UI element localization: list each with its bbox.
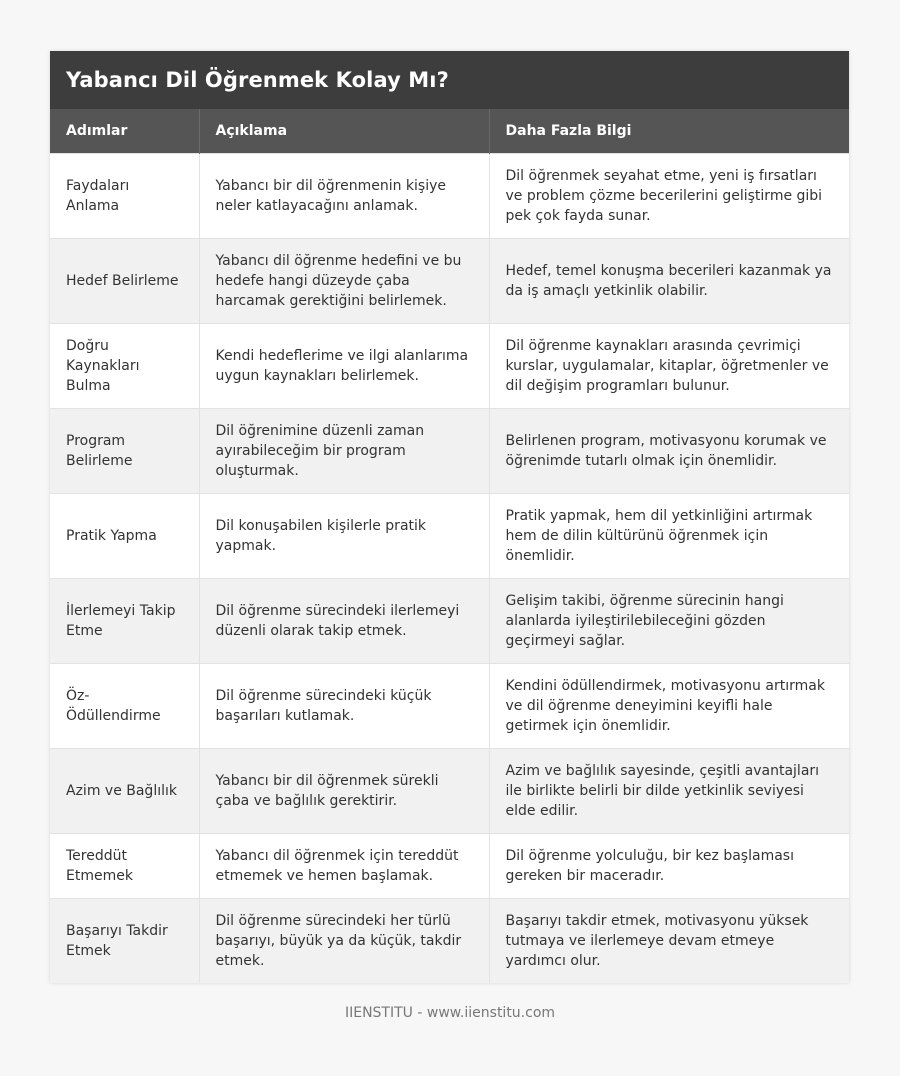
cell-more-info: Dil öğrenmek seyahat etme, yeni iş fırsatları ve problem çözme becerilerini geliştirme gibi pek çok fayda sunar. <box>489 153 849 238</box>
table-row <box>50 323 849 408</box>
cell-more-info: Başarıyı takdir etmek, motivasyonu yüksek tutmaya ve ilerlemeye devam etmeye yardımcı olur. <box>489 898 849 983</box>
cell-description: Dil öğrenme sürecindeki ilerlemeyi düzenli olarak takip etmek. <box>199 578 489 663</box>
cell-step: Hedef Belirleme <box>50 238 199 323</box>
cell-more-info: Dil öğrenme yolculuğu, bir kez başlaması gereken bir maceradır. <box>489 833 849 898</box>
table-header-row <box>50 109 849 153</box>
cell-more-info: Pratik yapmak, hem dil yetkinliğini artırmak hem de dilin kültürünü öğrenmek için önemlidir. <box>489 493 849 578</box>
cell-more-info: Gelişim takibi, öğrenme sürecinin hangi alanlarda iyileştirilebileceğini gözden geçirmeyi sağlar. <box>489 578 849 663</box>
cell-description: Dil konuşabilen kişilerle pratik yapmak. <box>199 493 489 578</box>
table-card <box>50 51 849 983</box>
cell-description: Yabancı dil öğrenmek için tereddüt etmemek ve hemen başlamak. <box>199 833 489 898</box>
cell-more-info: Dil öğrenme kaynakları arasında çevrimiçi kurslar, uygulamalar, kitaplar, öğretmenler ve dil değişim programları bulunur. <box>489 323 849 408</box>
header-description: Açıklama <box>199 109 489 153</box>
table-row <box>50 663 849 748</box>
table-title: Yabancı Dil Öğrenmek Kolay Mı? <box>50 51 849 109</box>
cell-step: Doğru Kaynakları Bulma <box>50 323 199 408</box>
cell-description: Dil öğrenme sürecindeki her türlü başarıyı, büyük ya da küçük, takdir etmek. <box>199 898 489 983</box>
table-row <box>50 493 849 578</box>
cell-step: Öz-Ödüllendirme <box>50 663 199 748</box>
cell-step: Başarıyı Takdir Etmek <box>50 898 199 983</box>
header-more-info: Daha Fazla Bilgi <box>505 122 632 139</box>
cell-more-info: Belirlenen program, motivasyonu korumak ve öğrenimde tutarlı olmak için önemlidir. <box>489 408 849 493</box>
cell-step: Tereddüt Etmemek <box>50 833 199 898</box>
footer-credit: IIENSTITU - www.iienstitu.com <box>344 1005 556 1021</box>
cell-description: Kendi hedeflerime ve ilgi alanlarıma uygun kaynakları belirlemek. <box>199 323 489 408</box>
table-row <box>50 833 849 898</box>
cell-step: Faydaları Anlama <box>50 153 199 238</box>
table-row <box>50 408 849 493</box>
cell-more-info: Hedef, temel konuşma becerileri kazanmak ya da iş amaçlı yetkinlik olabilir. <box>489 238 849 323</box>
table-row <box>50 578 849 663</box>
cell-step: İlerlemeyi Takip Etme <box>50 578 199 663</box>
cell-description: Yabancı bir dil öğrenmenin kişiye neler katlayacağını anlamak. <box>199 153 489 238</box>
cell-step: Program Belirleme <box>50 408 199 493</box>
cell-more-info: Kendini ödüllendirmek, motivasyonu artırmak ve dil öğrenme deneyimini keyifli hale getirmek için önemlidir. <box>489 663 849 748</box>
cell-step: Pratik Yapma <box>50 493 199 578</box>
steps-table <box>50 109 849 983</box>
table-row <box>50 898 849 983</box>
table-row <box>50 153 849 238</box>
cell-more-info: Azim ve bağlılık sayesinde, çeşitli avantajları ile birlikte belirli bir dilde yetkinlik seviyesi elde edilir. <box>489 748 849 833</box>
header-steps: Adımlar <box>50 109 199 153</box>
cell-description: Yabancı dil öğrenme hedefini ve bu hedefe hangi düzeyde çaba harcamak gerektiğini belirlemek. <box>199 238 489 323</box>
table-row <box>50 238 849 323</box>
cell-description: Dil öğrenme sürecindeki küçük başarıları kutlamak. <box>199 663 489 748</box>
cell-description: Dil öğrenimine düzenli zaman ayırabileceğim bir program oluşturmak. <box>199 408 489 493</box>
cell-description: Yabancı bir dil öğrenmek sürekli çaba ve bağlılık gerektirir. <box>199 748 489 833</box>
table-row <box>50 748 849 833</box>
cell-step: Azim ve Bağlılık <box>50 748 199 833</box>
